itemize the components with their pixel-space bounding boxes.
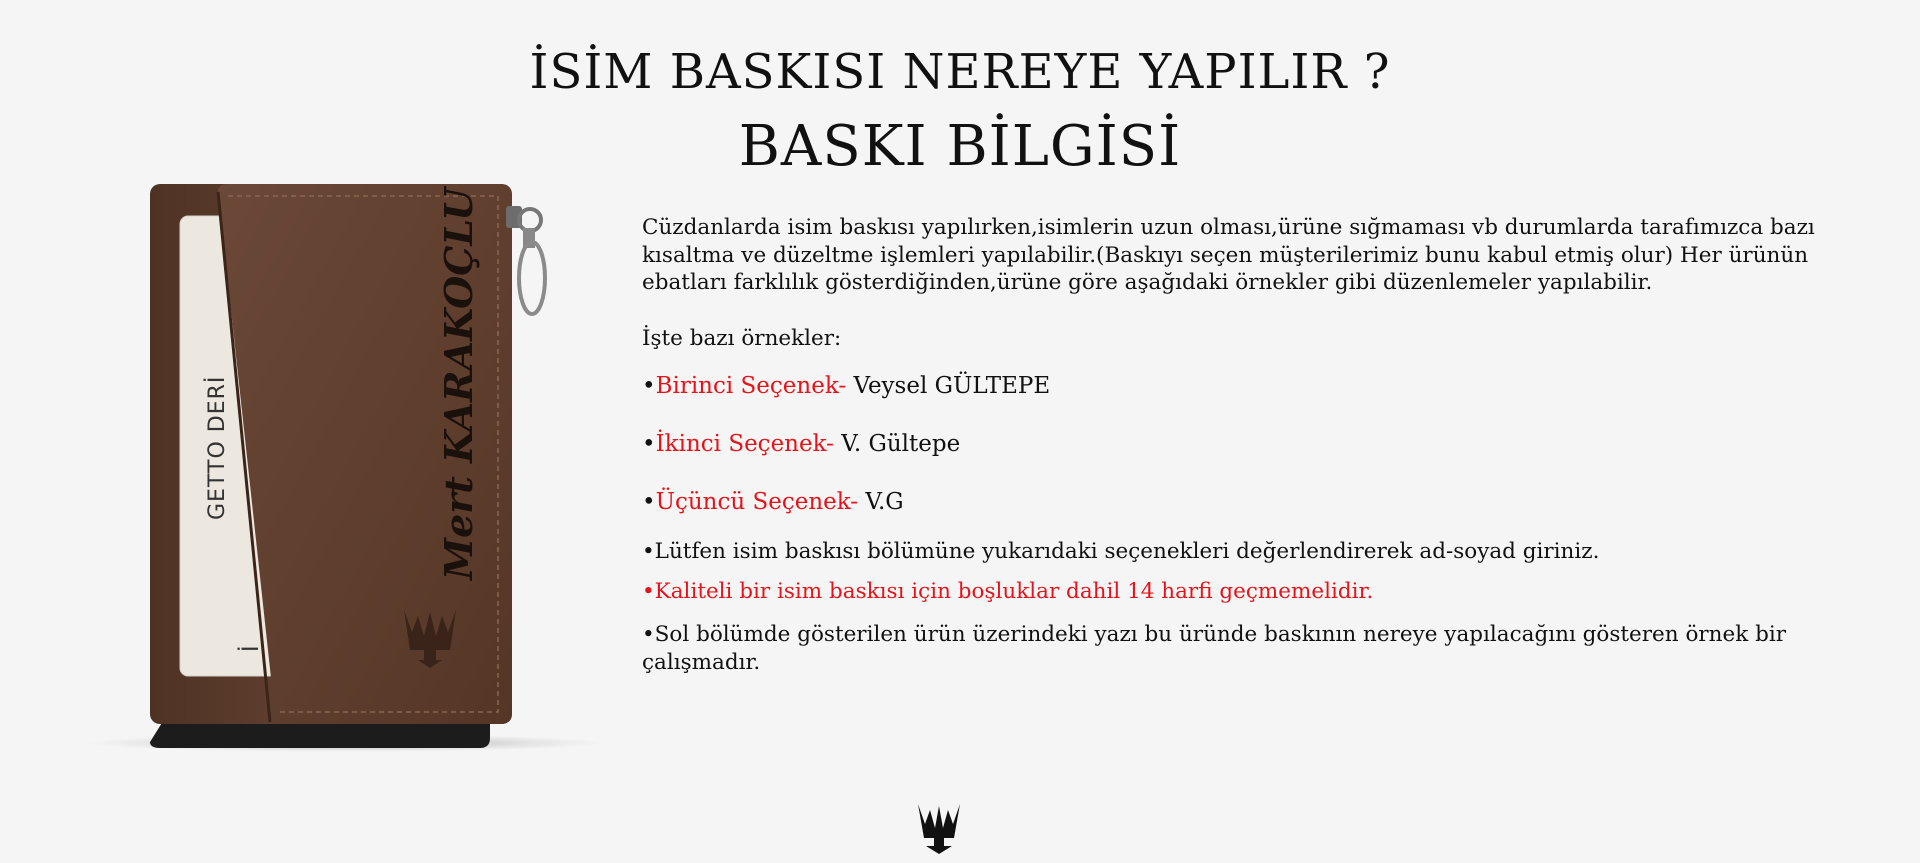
info-section <box>642 214 1872 676</box>
option-label: Üçüncü Seçenek- <box>655 489 859 515</box>
option-bullet: • <box>642 373 656 399</box>
page-subtitle: BASKI BİLGİSİ <box>738 114 1182 179</box>
note-character-limit: •Kaliteli bir isim baskısı için boşluklar dahil 14 harfi geçmemelidir. <box>642 578 1374 604</box>
page-title: İSİM BASKISI NEREYE YAPILIR ? <box>529 44 1391 100</box>
option-value: V. Gültepe <box>833 431 961 457</box>
intro-paragraph: Cüzdanlarda isim baskısı yapılırken,isimlerin uzun olması,ürüne sığmaması vb durumlarda tarafımızca bazı kısaltma ve düzeltme işlemleri yapılabilir.(Baskıyı seçen müşterilerimiz bunu kabul etmiş olur) Her ürünün ebatları farklılık gösterdiğinden,ürüne göre aşağıdaki örnekler gibi düzenlemeler yapılabilir. <box>642 215 1815 295</box>
option-first <box>642 372 1872 400</box>
option-value: Veysel GÜLTEPE <box>846 373 1051 399</box>
engraved-name-text: Mert KARAKOÇLU <box>436 187 481 580</box>
trident-logo-icon <box>916 802 962 854</box>
option-third <box>642 488 1872 516</box>
option-second <box>642 430 1872 458</box>
note-enter-name: •Lütfen isim baskısı bölümüne yukarıdaki seçenekleri değerlendirerek ad-soyad giriniz. <box>642 539 1600 564</box>
wallet-product-image <box>80 170 610 760</box>
examples-heading: İşte bazı örnekler: <box>642 325 842 351</box>
card-brand-text: GETTO DERİ <box>205 375 230 520</box>
option-label: Birinci Seçenek- <box>655 373 847 399</box>
option-value: V.G <box>858 489 904 515</box>
card-fragment-text: İ <box>239 645 264 652</box>
option-label: İkinci Seçenek- <box>655 431 834 457</box>
option-bullet: • <box>642 489 656 515</box>
option-bullet: • <box>642 431 656 457</box>
note-sample-placement: •Sol bölümde gösterilen ürün üzerindeki yazı bu üründe baskının nereye yapılacağını gösteren örnek bir çalışmadır. <box>642 622 1787 675</box>
